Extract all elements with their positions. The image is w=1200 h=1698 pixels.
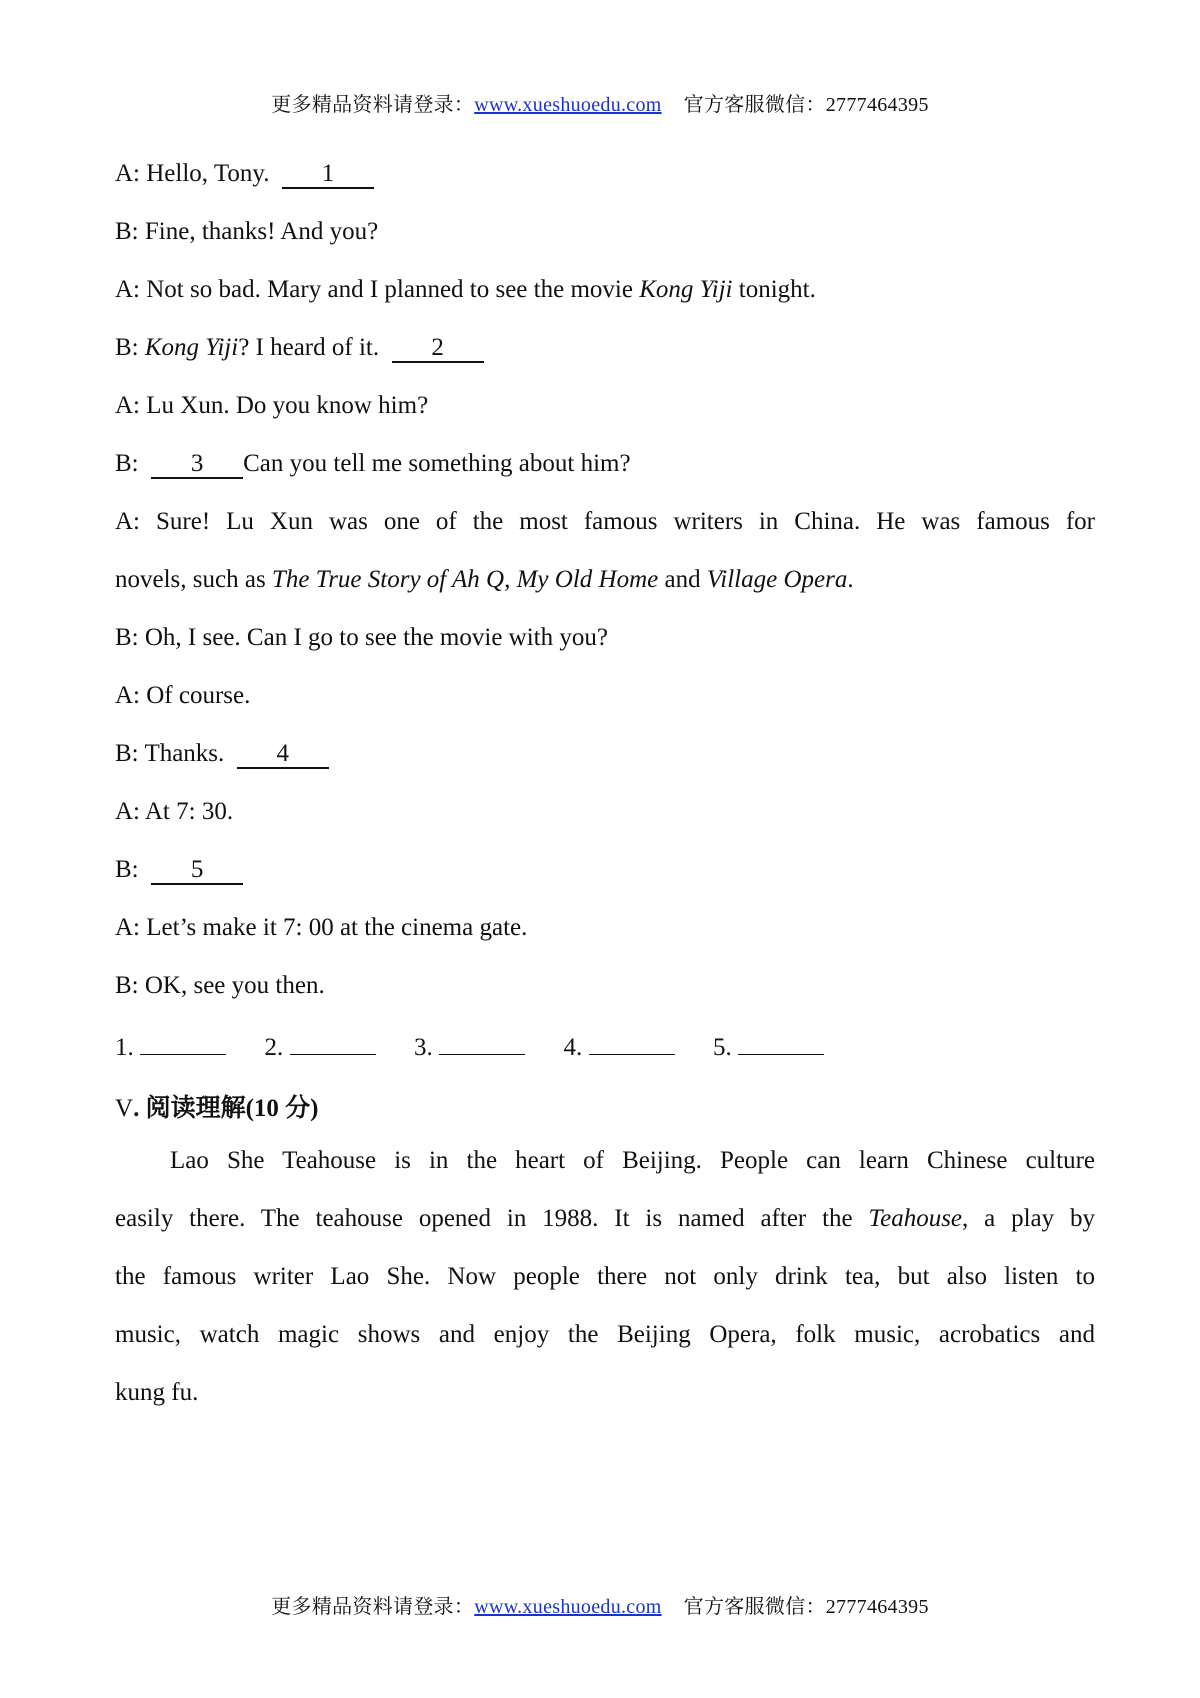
blank-4[interactable]: 4 — [237, 741, 329, 769]
dialogue-line: B: Thanks. 4 — [115, 740, 1095, 769]
footer-link[interactable]: www.xueshuoedu.com — [474, 1596, 662, 1618]
dialogue-line: B: Fine, thanks! And you? — [115, 218, 379, 245]
header-wechat: 官方客服微信：2777464395 — [683, 94, 929, 116]
dialogue-line: B: Oh, I see. Can I go to see the movie with you? — [115, 624, 608, 651]
header-prefix: 更多精品资料请登录： — [271, 94, 475, 116]
passage-line: Lao She Teahouse is in the heart of Beijing. People can learn Chinese culture — [170, 1147, 1095, 1174]
section-roman: V — [115, 1095, 134, 1122]
footer-wechat: 官方客服微信：2777464395 — [683, 1596, 929, 1618]
blank-1[interactable]: 1 — [282, 161, 374, 189]
passage-line: easily there. The teahouse opened in 1988. It is named after the Teahouse, a play by — [115, 1205, 1095, 1232]
dialogue-line: B: Kong Yiji? I heard of it. 2 — [115, 334, 1095, 363]
passage-line: kung fu. — [115, 1379, 199, 1406]
page-header — [0, 88, 1200, 117]
dialogue-line: A: At 7: 30. — [115, 798, 234, 825]
answer-label-3: 3. — [414, 1034, 433, 1061]
dialogue-line: novels, such as The True Story of Ah Q, My Old Home and Village Opera. — [115, 566, 854, 593]
answer-line — [115, 1030, 1095, 1062]
footer-prefix: 更多精品资料请登录： — [271, 1596, 475, 1618]
answer-label-4: 4. — [563, 1034, 583, 1061]
dialogue-line: A: Sure! Lu Xun was one of the most famous writers in China. He was famous for — [115, 508, 1095, 535]
answer-label-2: 2. — [264, 1034, 284, 1061]
dialogue-line: A: Lu Xun. Do you know him? — [115, 392, 429, 419]
answer-blank-1[interactable] — [140, 1030, 226, 1055]
movie-title: Kong Yiji — [144, 334, 239, 361]
answer-label-5: 5. — [713, 1034, 732, 1061]
novel-titles: The True Story of Ah Q, My Old Home — [271, 566, 659, 593]
blank-3[interactable]: 3 — [151, 451, 243, 479]
passage-line: music, watch magic shows and enjoy the Beijing Opera, folk music, acrobatics and — [115, 1321, 1095, 1348]
dialogue-line: B: 5 — [115, 856, 1095, 885]
dialogue-line: B: OK, see you then. — [115, 972, 325, 999]
movie-title: Kong Yiji — [639, 276, 733, 303]
play-title: Teahouse — [868, 1205, 963, 1232]
dialogue-line: A: Hello, Tony. 1 — [115, 160, 1095, 189]
section-title — [115, 1088, 318, 1124]
page-footer — [0, 1590, 1200, 1619]
novel-title: Village Opera — [706, 566, 848, 593]
answer-blank-3[interactable] — [439, 1030, 525, 1055]
dialogue-line: A: Let’s make it 7: 00 at the cinema gate. — [115, 914, 528, 941]
answer-label-1: 1. — [115, 1034, 134, 1061]
answer-blank-2[interactable] — [290, 1030, 376, 1055]
answer-blank-5[interactable] — [738, 1030, 824, 1055]
blank-5[interactable]: 5 — [151, 857, 243, 885]
dialogue-line: A: Of course. — [115, 682, 251, 709]
passage-line: the famous writer Lao She. Now people there not only drink tea, but also listen to — [115, 1263, 1095, 1290]
answer-blank-4[interactable] — [589, 1030, 675, 1055]
dialogue-line: A: Not so bad. Mary and I planned to see the movie Kong Yiji tonight. — [115, 276, 816, 303]
header-link[interactable]: www.xueshuoedu.com — [474, 94, 662, 116]
blank-2[interactable]: 2 — [392, 335, 484, 363]
section-heading: . 阅读理解(10 分) — [133, 1095, 319, 1122]
dialogue-line: B: 3 Can you tell me something about him? — [115, 450, 1095, 479]
